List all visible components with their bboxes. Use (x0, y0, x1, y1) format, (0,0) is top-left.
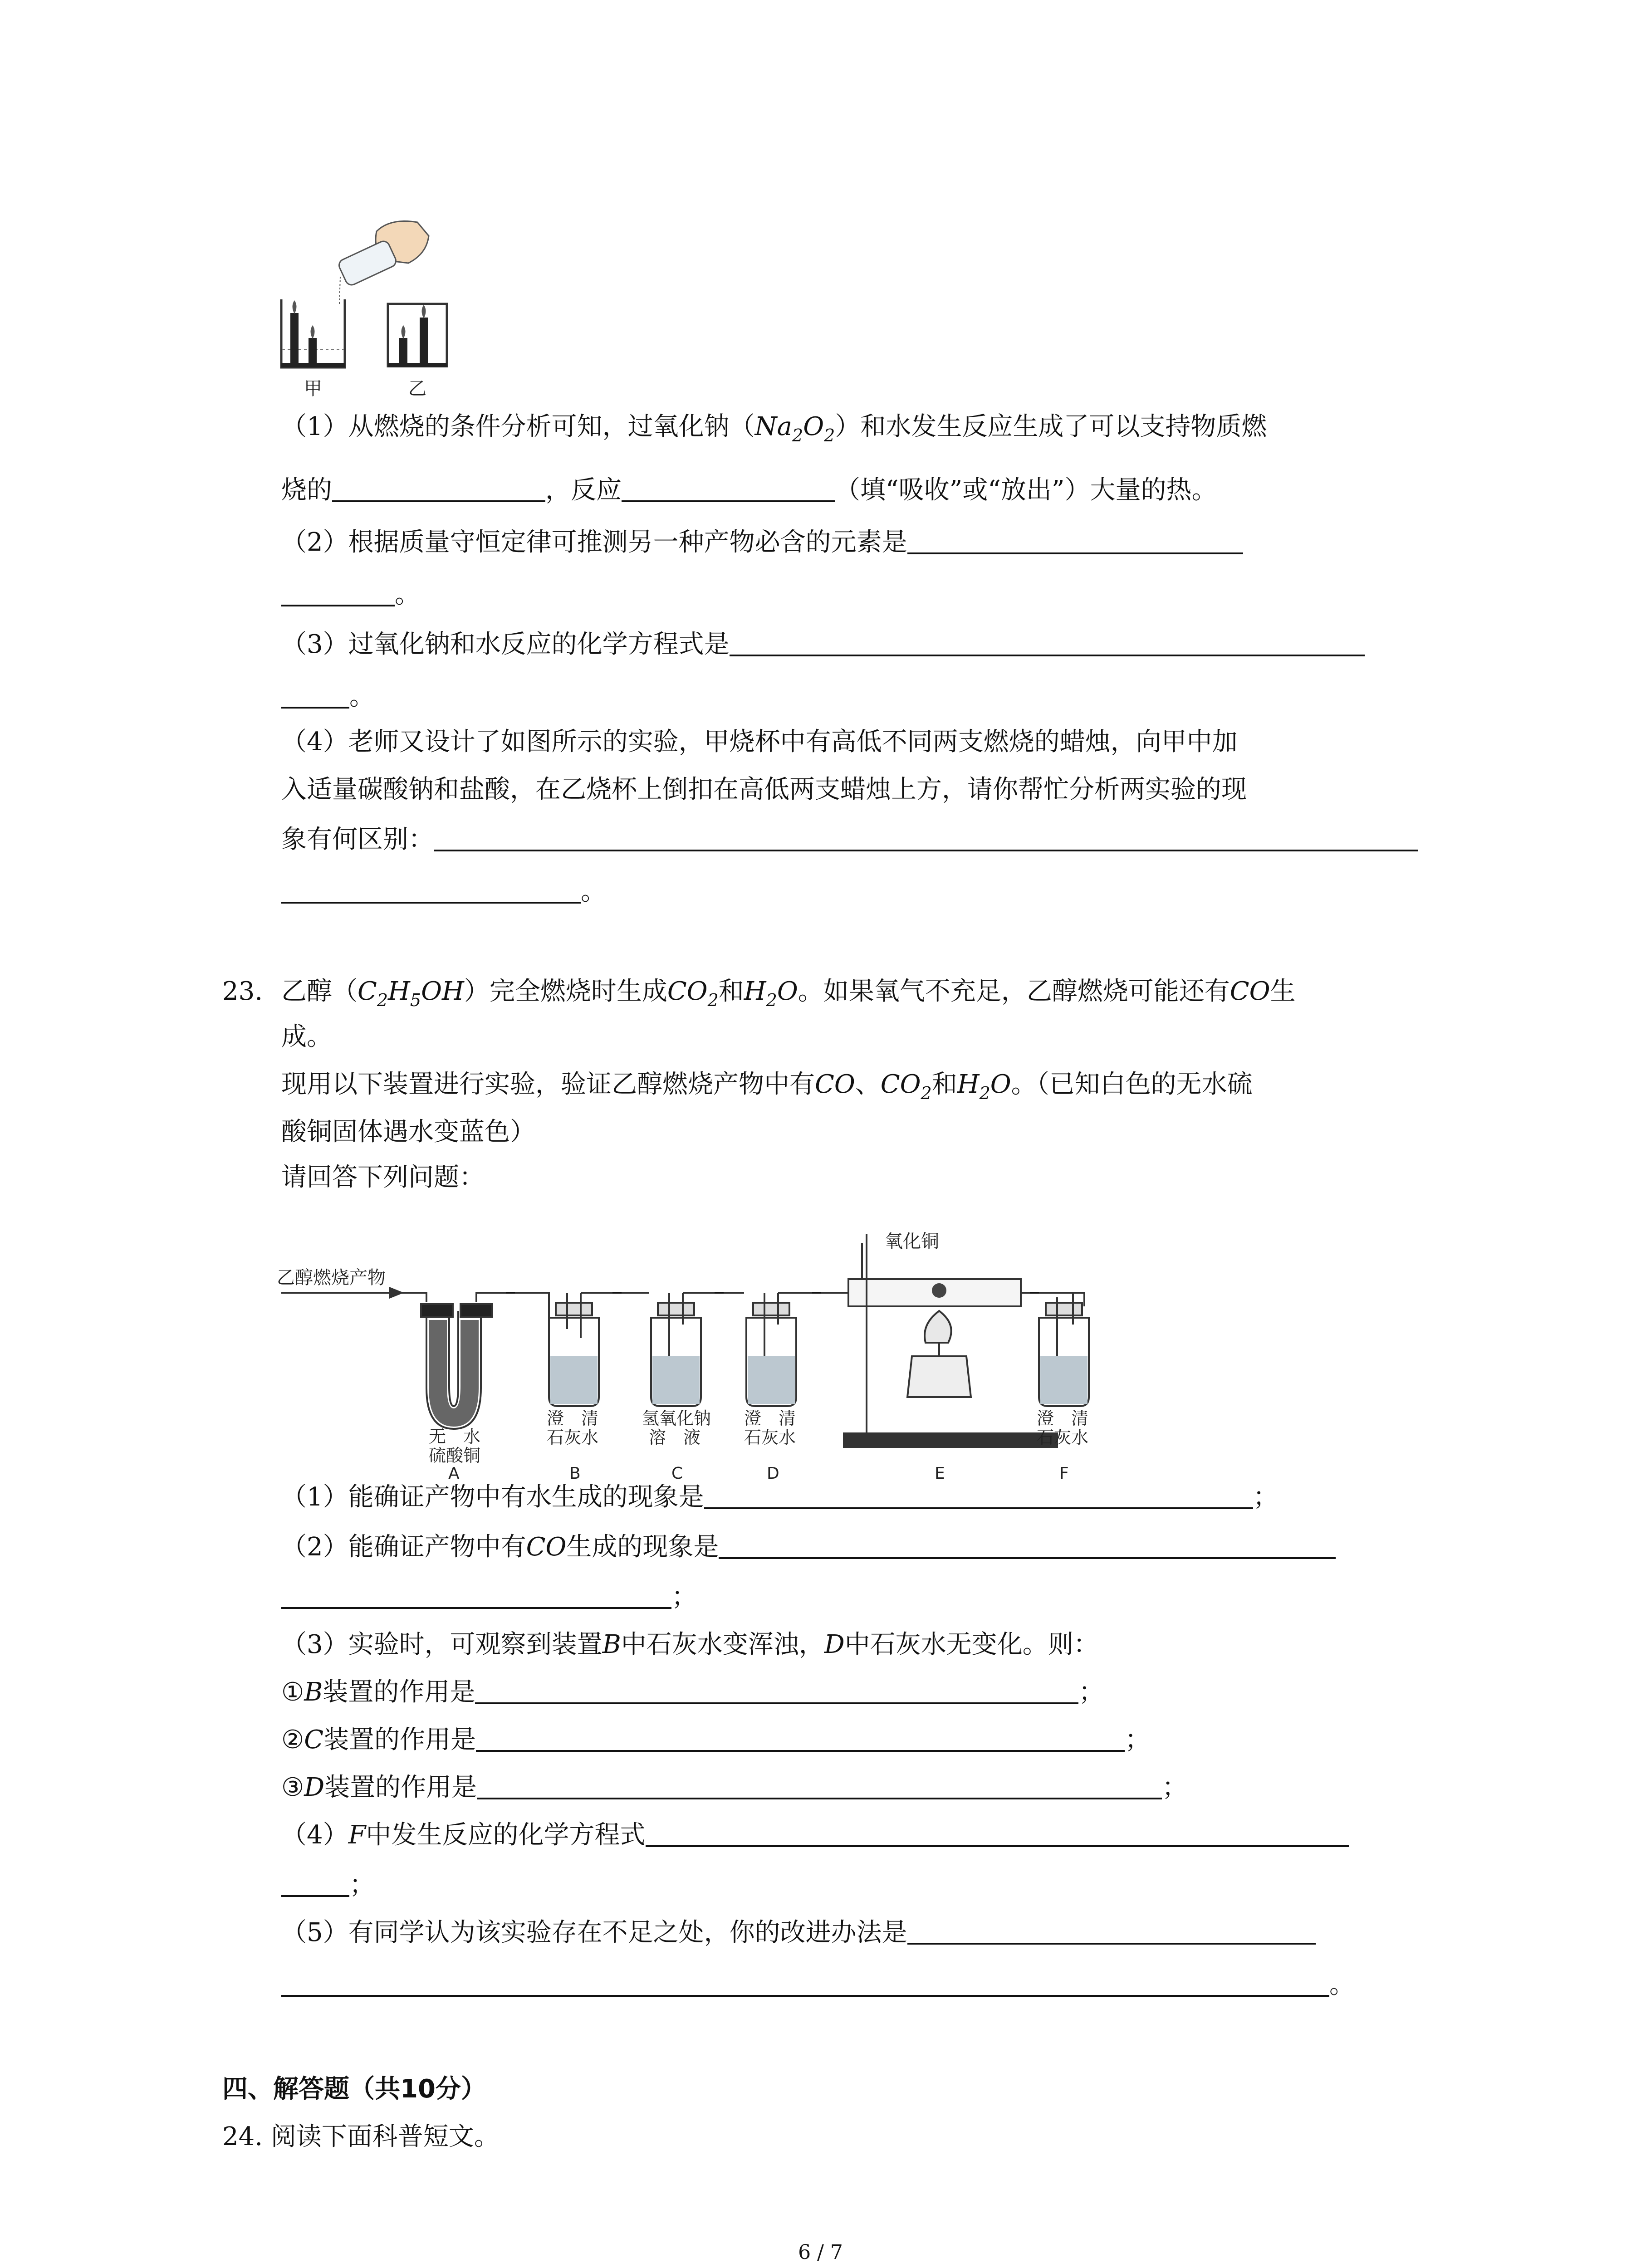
text: 生 (1270, 977, 1296, 1006)
text: ； (1253, 1482, 1279, 1512)
label-C-1: 氢氧化钠 (642, 1408, 711, 1428)
formula-h2o: $H_2O$ (957, 1070, 1011, 1103)
answer-blank[interactable] (622, 475, 835, 502)
formula-co: CO (1230, 977, 1270, 1006)
text: 中石灰水无变化。则： (844, 1630, 1099, 1659)
label-F-2: 石灰水 (1037, 1427, 1089, 1447)
q22-part2-line1 (281, 526, 1243, 559)
candle-beaker-figure (272, 213, 463, 408)
section-heading: 四、解答题（共10分） (222, 2074, 486, 2104)
label-B-2: 石灰水 (547, 1427, 599, 1447)
q23-line3 (281, 1068, 1253, 1101)
text: （2）根据质量守恒定律可推测另一种产物必含的元素是 (281, 528, 907, 557)
figure-label-yi: 乙 (408, 378, 426, 399)
q23-line4 (281, 1116, 535, 1149)
q22-part3-line2 (281, 680, 375, 713)
label-A-1: 无 水 (429, 1427, 481, 1447)
var-b: B (602, 1630, 621, 1659)
text: 中发生反应的化学方程式 (366, 1820, 646, 1850)
label-B-1: 澄 清 (547, 1408, 599, 1428)
text: 。 (395, 580, 420, 609)
q23-sub4 (281, 1819, 1349, 1852)
q23-sub3 (281, 1628, 1099, 1661)
letter-C: C (671, 1464, 683, 1483)
text: 。 (1329, 1970, 1355, 1999)
answer-blank[interactable] (281, 1970, 1329, 1997)
text: ② (281, 1725, 304, 1755)
formula-co: CO (815, 1070, 855, 1099)
q23-sub5-line2 (281, 1969, 1355, 2001)
text: 装置的作用是 (323, 1725, 476, 1755)
question-number: 23. (222, 977, 263, 1006)
text: 、 (855, 1070, 881, 1099)
text: （4） (281, 1820, 348, 1850)
q22-part4-line2 (281, 773, 1247, 806)
q22-part1-line1 (281, 411, 1267, 443)
q22-part4-line1 (281, 726, 1238, 758)
text: 和 (931, 1070, 957, 1099)
label-copper-oxide: 氧化铜 (885, 1231, 939, 1252)
answer-blank[interactable] (434, 824, 1418, 851)
q22-part4-line4 (281, 875, 606, 908)
q23-sub1 (281, 1481, 1279, 1514)
answer-blank[interactable] (476, 1725, 1125, 1752)
text: 酸铜固体遇水变蓝色） (281, 1117, 535, 1147)
q23-line2 (281, 1021, 332, 1053)
formula-co2: $CO_2$ (667, 977, 719, 1010)
text: （1）从燃烧的条件分析可知，过氧化钠（ (281, 412, 755, 441)
letter-E: E (935, 1464, 945, 1483)
q22-part3-line1 (281, 628, 1365, 661)
formula-h2o: $H_2O$ (744, 977, 798, 1010)
answer-blank[interactable] (477, 1772, 1162, 1799)
formula-na2o2: $Na_2O_2$ (754, 412, 835, 445)
q22-part1-line2 (281, 474, 1217, 507)
text: ； (349, 1870, 375, 1900)
label-D-2: 石灰水 (744, 1427, 796, 1447)
answer-blank[interactable] (332, 475, 545, 502)
text: （4）老师又设计了如图所示的实验，甲烧杯中有高低不同两支燃烧的蜡烛，向甲中加 (281, 727, 1238, 757)
q22-part4-line3 (281, 823, 1418, 856)
answer-blank[interactable] (646, 1820, 1349, 1847)
q23-sub4-line2 (281, 1869, 375, 1901)
text: 请回答下列问题： (281, 1163, 485, 1192)
text: 装置的作用是 (324, 1773, 477, 1802)
label-A-2: 硫酸铜 (429, 1446, 481, 1466)
answer-blank[interactable] (907, 527, 1243, 554)
text: 。 (349, 682, 375, 711)
answer-blank[interactable] (719, 1532, 1336, 1559)
text: 。如果氧气不充足，乙醇燃烧可能还有 (798, 977, 1230, 1006)
letter-B: B (569, 1464, 581, 1483)
answer-blank[interactable] (704, 1482, 1253, 1509)
q23-sub5 (281, 1916, 1316, 1949)
formula-co2: $CO_2$ (880, 1070, 932, 1103)
text: （1）能确证产物中有水生成的现象是 (281, 1482, 704, 1512)
text: 。（已知白色的无水硫 (1011, 1070, 1253, 1099)
text: （3）过氧化钠和水反应的化学方程式是 (281, 630, 730, 659)
answer-blank[interactable] (475, 1677, 1078, 1704)
answer-blank[interactable] (907, 1917, 1316, 1945)
text: （5）有同学认为该实验存在不足之处，你的改进办法是 (281, 1918, 907, 1947)
label-D-1: 澄 清 (744, 1408, 796, 1428)
text: 现用以下装置进行实验，验证乙醇燃烧产物中有 (281, 1070, 815, 1099)
text: 生成的现象是 (566, 1532, 719, 1562)
answer-blank[interactable] (281, 579, 395, 606)
answer-blank[interactable] (281, 681, 349, 709)
text: ）完全燃烧时生成 (464, 977, 667, 1006)
text: 和 (718, 977, 744, 1006)
q23-sub3-c2 (281, 1724, 1150, 1756)
letter-A: A (448, 1464, 460, 1483)
q23-sub3-c3 (281, 1771, 1187, 1804)
apparatus-diagram (277, 1207, 1121, 1488)
text: ① (281, 1677, 304, 1707)
text: ； (1078, 1677, 1104, 1707)
text: 象有何区别： (281, 825, 434, 854)
var-f: F (348, 1820, 366, 1850)
text: 装置的作用是 (323, 1677, 475, 1707)
label-F-1: 澄 清 (1037, 1408, 1089, 1428)
text: （2）能确证产物中有 (281, 1532, 526, 1562)
var-d: D (824, 1630, 845, 1659)
q23-sub3-c1 (281, 1676, 1104, 1709)
letter-F: F (1059, 1464, 1069, 1483)
answer-blank[interactable] (281, 1582, 671, 1609)
text: 乙醇（ (281, 977, 358, 1006)
q23-line1 (222, 975, 1296, 1008)
var-c: C (304, 1725, 324, 1755)
label-inlet: 乙醇燃烧产物 (277, 1267, 386, 1288)
text: （填“吸收”或“放出”）大量的热。 (835, 475, 1217, 505)
var-d: D (304, 1773, 325, 1802)
text: ，反应 (545, 475, 622, 505)
text: 中石灰水变浑浊， (621, 1630, 824, 1659)
var-b: B (304, 1677, 323, 1707)
text: ； (1162, 1773, 1188, 1802)
text: 烧的 (281, 475, 332, 505)
text: ③ (281, 1773, 304, 1802)
text: ； (1125, 1725, 1151, 1755)
formula-c2h5oh: $C_2H_5OH$ (358, 977, 464, 1010)
answer-blank[interactable] (281, 876, 581, 904)
q23-sub2 (281, 1531, 1336, 1564)
formula-co: CO (526, 1532, 567, 1562)
text: ）和水发生反应生成了可以支持物质燃 (835, 412, 1267, 441)
text: 入适量碳酸钠和盐酸，在乙烧杯上倒扣在高低两支蜡烛上方，请你帮忙分析两实验的现 (281, 775, 1247, 804)
figure-label-jia: 甲 (304, 378, 322, 399)
answer-blank[interactable] (730, 629, 1365, 656)
letter-D: D (767, 1464, 779, 1483)
page-number: 6 / 7 (798, 2241, 843, 2264)
q24-prompt: 24. 阅读下面科普短文。 (222, 2122, 500, 2151)
text: （3）实验时，可观察到装置 (281, 1630, 603, 1659)
q23-line5 (281, 1161, 485, 1194)
q22-part2-line2 (281, 578, 420, 611)
q23-sub2-line2 (281, 1581, 697, 1613)
answer-blank[interactable] (281, 1870, 349, 1897)
text: ； (671, 1582, 697, 1612)
text: 成。 (281, 1022, 332, 1051)
text: 。 (581, 877, 606, 906)
label-C-2: 溶 液 (649, 1427, 701, 1447)
